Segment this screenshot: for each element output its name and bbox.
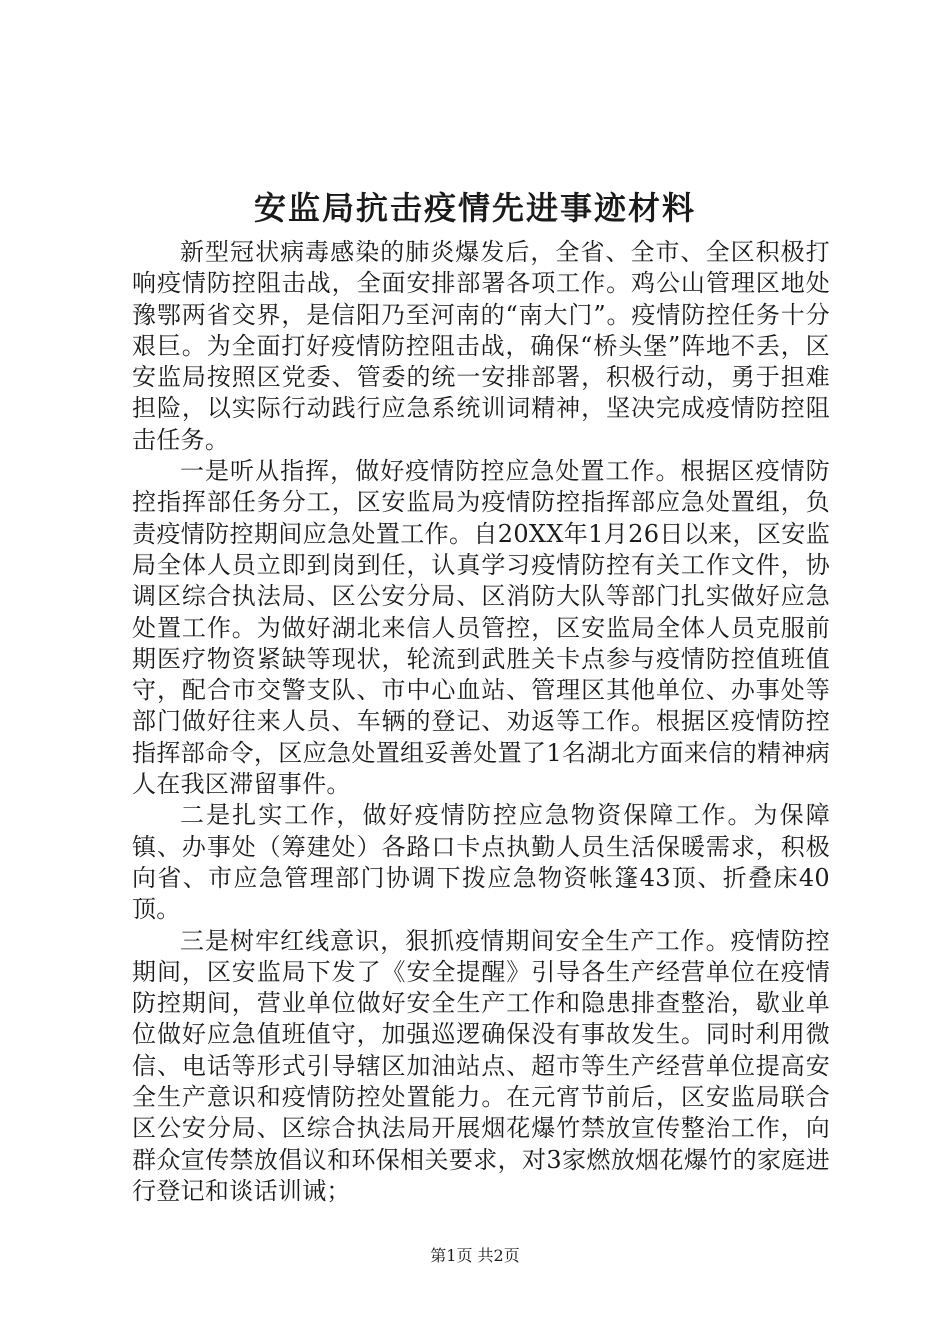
- document-title: 安监局抗击疫情先进事迹材料: [253, 189, 696, 227]
- paragraph-intro: 新型冠状病毒感染的肺炎爆发后，全省、全市、全区积极打响疫情防控阻击战，全面安排部署各项工作。鸡公山管理区地处豫鄂两省交界，是信阳乃至河南的“南大门”。疫情防控任务十分艰巨。为全面打好疫情防控阻击战，确保“桥头堡”阵地不丢，区安监局按照区党委、管委的统一安排部署，积极行动，勇于担难担险，以实际行动践行应急系统训词精神，坚决完成疫情防控阻击任务。: [132, 238, 830, 454]
- paragraph-command: 一是听从指挥，做好疫情防控应急处置工作。根据区疫情防控指挥部任务分工，区安监局为疫情防控指挥部应急处置组，负责疫情防控期间应急处置工作。自20XX年1月26日以来，区安监局全体人员立即到岗到任，认真学习疫情防控有关工作文件，协调区综合执法局、区公安分局、区消防大队等部门扎实做好应急处置工作。为做好湖北来信人员管控，区安监局全体人员克服前期医疗物资紧缺等现状，轮流到武胜关卡点参与疫情防控值班值守，配合市交警支队、市中心血站、管理区其他单位、办事处等部门做好往来人员、车辆的登记、劝返等工作。根据区疫情防控指挥部命令，区应急处置组妥善处置了1名湖北方面来信的精神病人在我区滞留事件。: [132, 457, 830, 799]
- page-footer: 第1页 共2页: [430, 1246, 520, 1265]
- paragraph-supplies: 二是扎实工作，做好疫情防控应急物资保障工作。为保障镇、办事处（筹建处）各路口卡点执勤人员生活保暖需求，积极向省、市应急管理部门协调下拨应急物资帐篷43顶、折叠床40顶。: [132, 801, 830, 924]
- document-body: [132, 237, 830, 1207]
- paragraph-safety: 三是树牢红线意识，狠抓疫情期间安全生产工作。疫情防控期间，区安监局下发了《安全提醒》引导各生产经营单位在疫情防控期间，营业单位做好安全生产工作和隐患排查整治，歇业单位做好应急值班值守，加强巡逻确保没有事故发生。同时利用微信、电话等形式引导辖区加油站点、超市等生产经营单位提高安全生产意识和疫情防控处置能力。在元宵节前后，区安监局联合区公安分局、区综合执法局开展烟花爆竹禁放宣传整治工作，向群众宣传禁放倡议和环保相关要求，对3家燃放烟花爆竹的家庭进行登记和谈话训诫；: [132, 926, 830, 1205]
